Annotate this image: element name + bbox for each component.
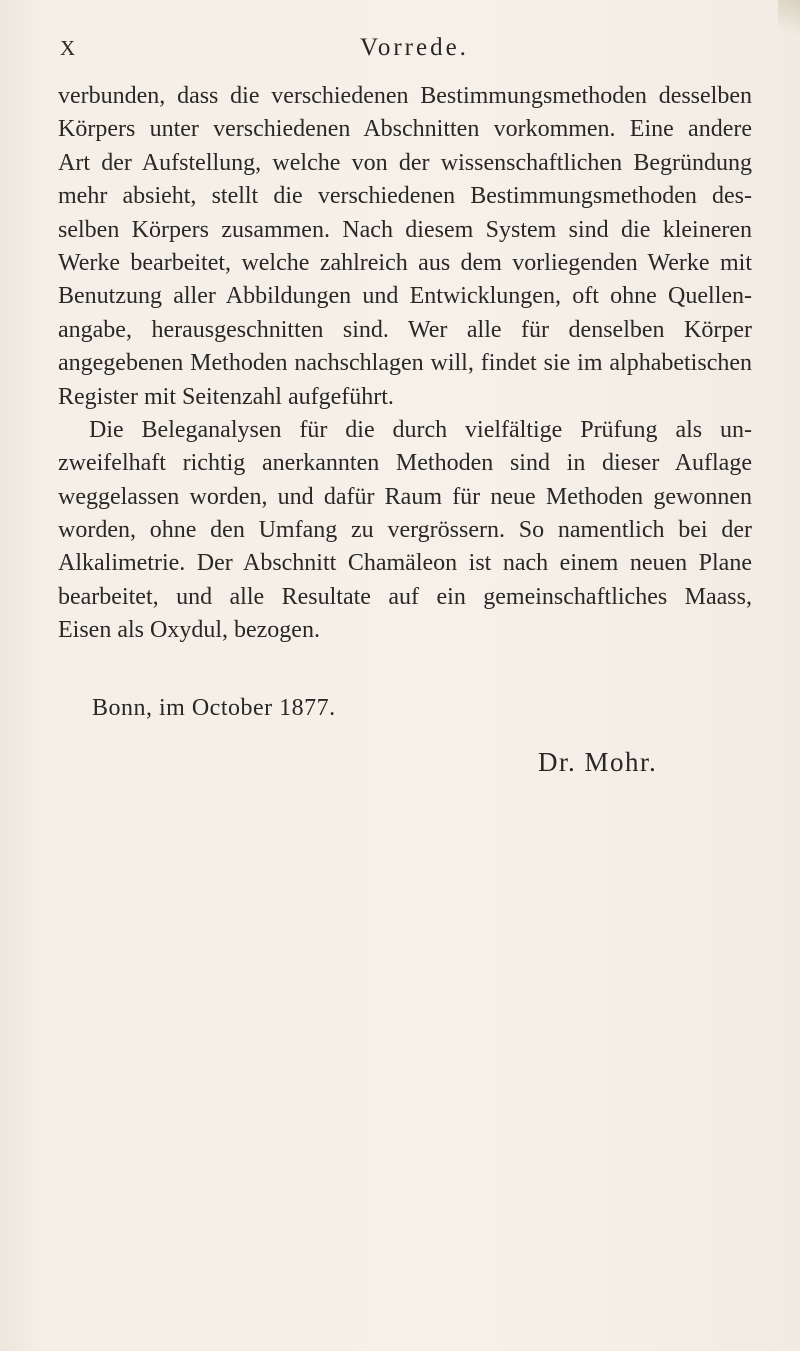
text-line: Körpers unter verschiedenen Abschnitten vorkommen. Eine andere	[58, 116, 752, 143]
text-line: Werke bearbeitet, welche zahlreich aus dem vorliegenden Werke mit	[58, 249, 752, 276]
page-number: X	[60, 36, 76, 60]
page-corner-shadow	[778, 0, 800, 40]
text-line: mehr absieht, stellt die verschiedenen Bestimmungsmethoden des-	[58, 183, 752, 210]
text-line: Die Beleganalysen für die durch vielfältige Prüfung als un-	[89, 416, 752, 443]
text-line: Alkalimetrie. Der Abschnitt Chamäleon ist nach einem neuen Plane	[58, 550, 752, 577]
text-line: Benutzung aller Abbildungen und Entwicklungen, oft ohne Quellen-	[58, 283, 752, 310]
text-line: bearbeitet, und alle Resultate auf ein gemeinschaftliches Maass,	[58, 583, 752, 610]
text-line: Art der Aufstellung, welche von der wissenschaftlichen Begründung	[58, 149, 752, 176]
text-line: weggelassen worden, und dafür Raum für neue Methoden gewonnen	[58, 483, 752, 510]
text-line: angegebenen Methoden nachschlagen will, findet sie im alphabetischen	[58, 350, 752, 377]
text-line: Register mit Seitenzahl aufgeführt.	[58, 383, 394, 410]
place-and-date: Bonn, im October 1877.	[92, 695, 336, 721]
paragraph-1	[58, 80, 752, 414]
running-head-title: Vorrede.	[360, 34, 469, 61]
running-head	[60, 34, 750, 64]
paragraph-2	[58, 414, 752, 648]
text-line: selben Körpers zusammen. Nach diesem System sind die kleineren	[58, 216, 752, 243]
text-line: Eisen als Oxydul, bezogen.	[58, 617, 320, 644]
text-line: worden, ohne den Umfang zu vergrössern. So namentlich bei der	[58, 517, 752, 544]
text-line: verbunden, dass die verschiedenen Bestimmungsmethoden desselben	[58, 83, 752, 109]
text-line: zweifelhaft richtig anerkannten Methoden sind in dieser Auflage	[58, 450, 752, 477]
author-signature: Dr. Mohr.	[538, 747, 658, 777]
text-line: angabe, herausgeschnitten sind. Wer alle für denselben Körper	[58, 316, 752, 343]
body-text	[58, 80, 752, 648]
